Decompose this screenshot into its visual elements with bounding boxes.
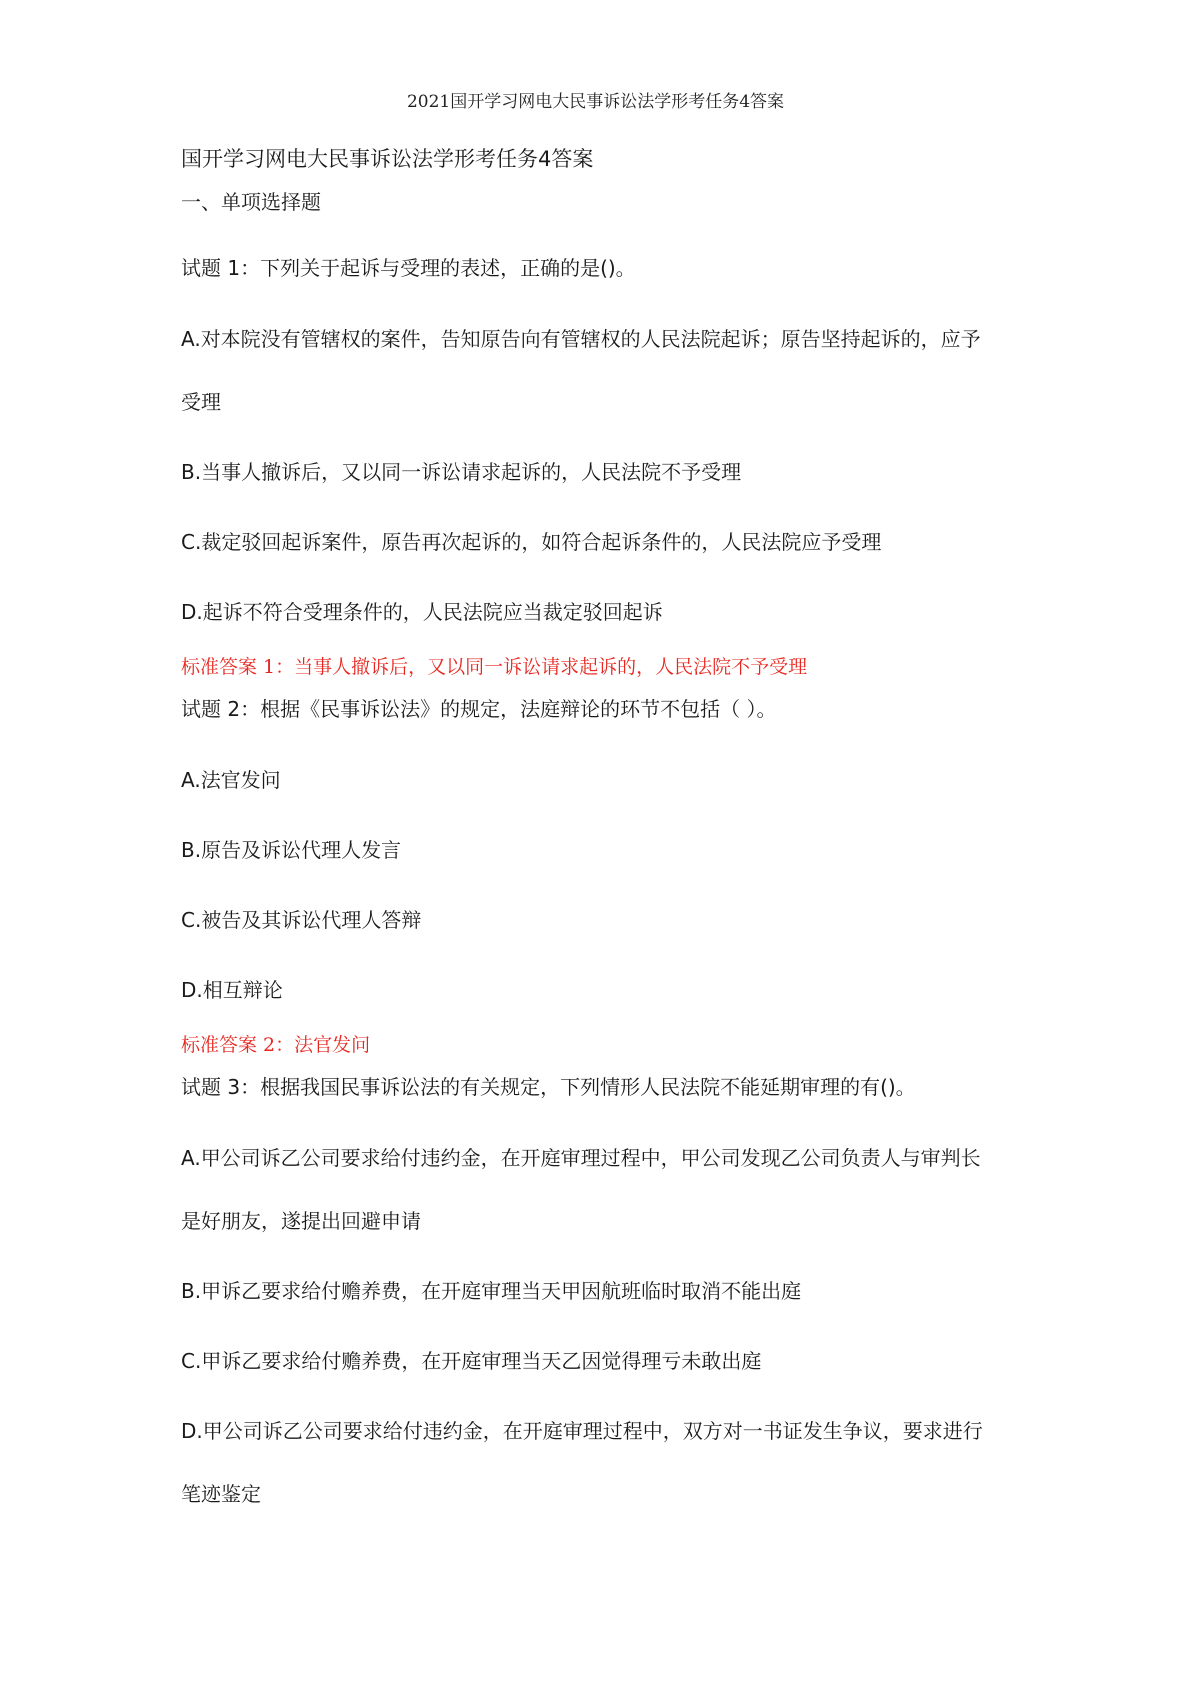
option-a-continued: 是好朋友，遂提出回避申请 bbox=[181, 1209, 421, 1233]
option-b: B.甲诉乙要求给付赡养费，在开庭审理当天甲因航班临时取消不能出庭 bbox=[181, 1279, 802, 1303]
question-stem: 试题 1：下列关于起诉与受理的表述，正确的是()。 bbox=[181, 256, 636, 280]
section-heading: 一、单项选择题 bbox=[181, 190, 321, 214]
question-stem: 试题 3：根据我国民事诉讼法的有关规定，下列情形人民法院不能延期审理的有()。 bbox=[181, 1075, 916, 1099]
option-c: C.裁定驳回起诉案件，原告再次起诉的，如符合起诉条件的，人民法院应予受理 bbox=[181, 530, 882, 554]
standard-answer: 标准答案 2：法官发问 bbox=[181, 1034, 371, 1056]
option-a-continued: 受理 bbox=[181, 390, 221, 414]
question-2 bbox=[181, 695, 1021, 1059]
option-a: A.甲公司诉乙公司要求给付违约金，在开庭审理过程中，甲公司发现乙公司负责人与审判长 bbox=[181, 1146, 981, 1170]
option-c: C.被告及其诉讼代理人答辩 bbox=[181, 908, 422, 932]
standard-answer: 标准答案 1：当事人撤诉后，又以同一诉讼请求起诉的，人民法院不予受理 bbox=[181, 656, 808, 678]
option-b: B.原告及诉讼代理人发言 bbox=[181, 838, 402, 862]
option-c: C.甲诉乙要求给付赡养费，在开庭审理当天乙因觉得理亏未敢出庭 bbox=[181, 1349, 762, 1373]
document-title: 国开学习网电大民事诉讼法学形考任务4答案 bbox=[181, 147, 594, 171]
option-d: D.起诉不符合受理条件的，人民法院应当裁定驳回起诉 bbox=[181, 600, 663, 624]
option-d: D.甲公司诉乙公司要求给付违约金，在开庭审理过程中，双方对一书证发生争议，要求进行 bbox=[181, 1419, 983, 1443]
question-3 bbox=[181, 1073, 1021, 1508]
option-d-continued: 笔迹鉴定 bbox=[181, 1482, 261, 1506]
option-b: B.当事人撤诉后，又以同一诉讼请求起诉的，人民法院不予受理 bbox=[181, 460, 742, 484]
option-a: A.对本院没有管辖权的案件，告知原告向有管辖权的人民法院起诉；原告坚持起诉的，应予 bbox=[181, 327, 981, 351]
option-d: D.相互辩论 bbox=[181, 978, 283, 1002]
document-body bbox=[181, 145, 1021, 1550]
option-a: A.法官发问 bbox=[181, 768, 281, 792]
question-1 bbox=[181, 254, 1021, 681]
page-header: 2021国开学习网电大民事诉讼法学形考任务4答案 bbox=[406, 92, 785, 112]
question-stem: 试题 2：根据《民事诉讼法》的规定，法庭辩论的环节不包括（ ）。 bbox=[181, 697, 777, 721]
